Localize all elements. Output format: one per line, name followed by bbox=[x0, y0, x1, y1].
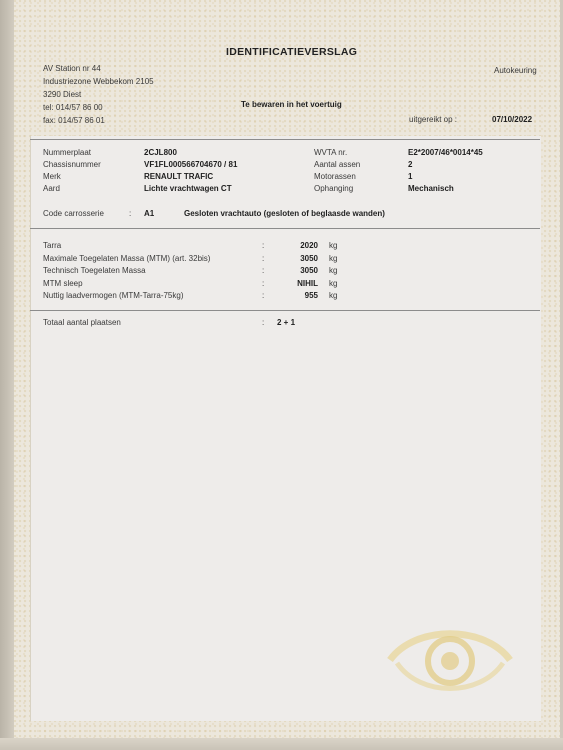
body-code-value: A1 bbox=[144, 209, 155, 218]
mass-row-colon: : bbox=[262, 291, 265, 300]
suspension-value: Mechanisch bbox=[408, 184, 454, 193]
mass-row-colon: : bbox=[262, 266, 265, 275]
issued-label: uitgereikt op : bbox=[409, 115, 458, 124]
issued-date: 07/10/2022 bbox=[492, 115, 533, 124]
mass-row-unit: kg bbox=[329, 291, 338, 300]
motor-axles-label: Motorassen bbox=[314, 172, 356, 181]
seats-value: 2 + 1 bbox=[277, 318, 296, 327]
station-fax: fax: 014/57 86 01 bbox=[43, 116, 105, 125]
mass-row-unit: kg bbox=[329, 241, 338, 250]
divider-top bbox=[30, 139, 540, 140]
motor-axles-value: 1 bbox=[408, 172, 413, 181]
seats-label: Totaal aantal plaatsen bbox=[43, 318, 121, 327]
page-edge-shadow bbox=[0, 0, 14, 750]
wvta-label: WVTA nr. bbox=[314, 148, 348, 157]
mass-row-label: Nuttig laadvermogen (MTM-Tarra-75kg) bbox=[43, 291, 184, 300]
chassis-value: VF1FL000566704670 / 81 bbox=[144, 160, 238, 169]
mass-row-label: Maximale Toegelaten Massa (MTM) (art. 32bis) bbox=[43, 254, 211, 263]
document-title: IDENTIFICATIEVERSLAG bbox=[226, 46, 358, 58]
make-label: Merk bbox=[43, 172, 61, 181]
body-description: Gesloten vrachtauto (gesloten of beglaasde wanden) bbox=[184, 209, 385, 218]
mass-row-colon: : bbox=[262, 279, 265, 288]
station-tel: tel: 014/57 86 00 bbox=[43, 103, 103, 112]
suspension-label: Ophanging bbox=[314, 184, 354, 193]
type-value: Lichte vrachtwagen CT bbox=[144, 184, 232, 193]
axles-value: 2 bbox=[408, 160, 413, 169]
keep-in-vehicle-note: Te bewaren in het voertuig bbox=[241, 100, 342, 109]
mass-row-value: 955 bbox=[304, 291, 318, 300]
mass-row-unit: kg bbox=[329, 266, 338, 275]
table-surface bbox=[0, 738, 563, 750]
body-code-colon: : bbox=[129, 209, 132, 218]
seats-colon: : bbox=[262, 318, 265, 327]
plate-label: Nummerplaat bbox=[43, 148, 92, 157]
axles-label: Aantal assen bbox=[314, 160, 361, 169]
body-code-label: Code carrosserie bbox=[43, 209, 104, 218]
mass-row-colon: : bbox=[262, 241, 265, 250]
plate-value: 2CJL800 bbox=[144, 148, 177, 157]
mass-row-value: 3050 bbox=[300, 254, 318, 263]
make-value: RENAULT TRAFIC bbox=[144, 172, 214, 181]
divider-bottom bbox=[30, 310, 540, 311]
mass-row-value: 2020 bbox=[300, 241, 318, 250]
mass-row-colon: : bbox=[262, 254, 265, 263]
chassis-label: Chassisnummer bbox=[43, 160, 101, 169]
station-street: Industriezone Webbekom 2105 bbox=[43, 77, 154, 86]
eye-logo-icon bbox=[385, 605, 515, 715]
divider-mid bbox=[30, 228, 540, 229]
station-name: AV Station nr 44 bbox=[43, 64, 101, 73]
mass-row-label: MTM sleep bbox=[43, 279, 83, 288]
mass-row-label: Tarra bbox=[43, 241, 62, 250]
type-label: Aard bbox=[43, 184, 60, 193]
mass-row-unit: kg bbox=[329, 254, 338, 263]
wvta-value: E2*2007/46*0014*45 bbox=[408, 148, 483, 157]
station-city: 3290 Diest bbox=[43, 90, 82, 99]
mass-row-value: 3050 bbox=[300, 266, 318, 275]
company-name: Autokeuring bbox=[494, 66, 537, 75]
mass-row-value: NIHIL bbox=[297, 279, 318, 288]
mass-row-label: Technisch Toegelaten Massa bbox=[43, 266, 146, 275]
mass-row-unit: kg bbox=[329, 279, 338, 288]
